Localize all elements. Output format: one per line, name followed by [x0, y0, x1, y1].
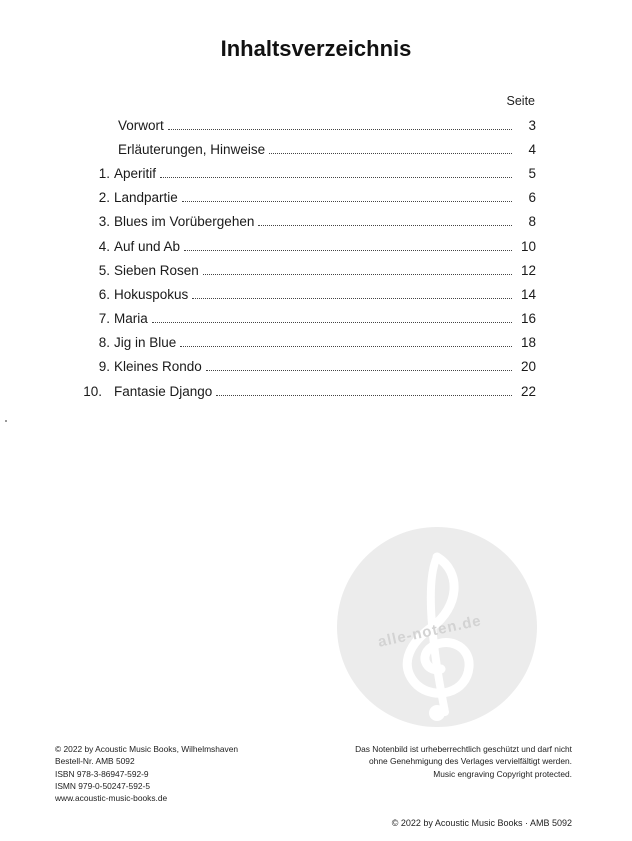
dot-leader	[269, 153, 512, 154]
toc-page: 10	[520, 238, 536, 254]
toc-entry[interactable]	[84, 186, 536, 210]
toc-number: 8.	[98, 335, 110, 351]
toc-label: Sieben Rosen	[114, 262, 199, 278]
toc-entry[interactable]	[84, 355, 536, 379]
toc-label: Maria	[114, 311, 148, 327]
toc-label: Landpartie	[114, 190, 178, 206]
toc-page: 6	[528, 190, 536, 206]
toc-page: 14	[520, 286, 536, 302]
toc-entry[interactable]	[84, 379, 536, 403]
footer-copyright-notice	[355, 743, 572, 780]
toc-entry[interactable]	[84, 331, 536, 355]
toc-label: Aperitif	[114, 165, 157, 181]
toc-label: Jig in Blue	[114, 335, 177, 351]
table-of-contents	[84, 113, 536, 403]
dot-leader	[182, 201, 512, 202]
toc-number: 1.	[98, 165, 110, 181]
toc-number: 3.	[98, 214, 110, 230]
toc-page: 20	[520, 359, 536, 375]
toc-page: 4	[528, 141, 536, 157]
notice-line: Das Notenbild ist urheberrechtlich geschützt und darf nicht	[355, 744, 572, 754]
toc-page: 18	[520, 335, 536, 351]
dot-leader	[180, 346, 512, 347]
dot-leader	[203, 274, 512, 275]
toc-entry[interactable]	[84, 234, 536, 258]
toc-label: Auf und Ab	[114, 238, 181, 254]
notice-line: ohne Genehmigung des Verlages vervielfältigt werden.	[369, 756, 572, 767]
toc-entry[interactable]	[84, 307, 536, 331]
page-title: Inhaltsverzeichnis	[220, 36, 412, 61]
dot-leader	[206, 370, 512, 371]
dot-leader	[216, 395, 512, 396]
notice-line: Music engraving Copyright protected.	[433, 768, 572, 779]
dot-leader	[152, 322, 512, 323]
isbn: ISBN 978-3-86947-592-9	[55, 768, 149, 779]
toc-number: 7.	[98, 311, 110, 327]
toc-page: 12	[520, 262, 536, 278]
dot-leader	[192, 298, 512, 299]
toc-entry[interactable]	[84, 161, 536, 185]
page-footer: © 2022 by Acoustic Music Books · AMB 5092	[391, 818, 572, 828]
toc-label: Hokuspokus	[114, 286, 189, 302]
dot-leader	[258, 225, 512, 226]
watermark-text: alle-noten.de	[376, 612, 484, 651]
dot-leader	[168, 129, 512, 130]
toc-number: 4.	[98, 238, 110, 254]
toc-entry[interactable]	[84, 258, 536, 282]
website-link[interactable]: www.acoustic-music-books.de	[55, 793, 168, 804]
toc-page: 3	[528, 117, 536, 133]
toc-entry[interactable]	[84, 282, 536, 306]
dot-leader	[184, 250, 512, 251]
ismn: ISMN 979-0-50247-592-5	[55, 780, 150, 791]
page-column-header: Seite	[506, 94, 535, 108]
toc-entry[interactable]	[84, 113, 536, 137]
toc-label: Vorwort	[118, 117, 164, 133]
dot-leader	[160, 177, 512, 178]
toc-label: Fantasie Django	[114, 383, 213, 399]
toc-page: 8	[528, 214, 536, 230]
toc-label: Kleines Rondo	[114, 359, 202, 375]
copyright-line: © 2022 by Acoustic Music Books, Wilhelmshaven	[55, 744, 239, 754]
toc-label: Erläuterungen, Hinweise	[118, 141, 266, 157]
toc-label: Blues im Vorübergehen	[114, 214, 255, 230]
toc-number: 10.	[83, 383, 102, 399]
toc-number: 5.	[98, 262, 110, 278]
toc-number: 6.	[98, 286, 110, 302]
watermark-logo	[337, 527, 537, 727]
order-number: Bestell-Nr. AMB 5092	[55, 756, 135, 767]
toc-number: 2.	[98, 190, 110, 206]
toc-page: 16	[520, 311, 536, 327]
stray-mark	[5, 420, 7, 422]
footer-publisher-info	[55, 743, 238, 804]
toc-entry[interactable]	[84, 137, 536, 161]
toc-entry[interactable]	[84, 210, 536, 234]
toc-number: 9.	[98, 359, 110, 375]
toc-page: 22	[520, 383, 536, 399]
toc-page: 5	[528, 165, 536, 181]
